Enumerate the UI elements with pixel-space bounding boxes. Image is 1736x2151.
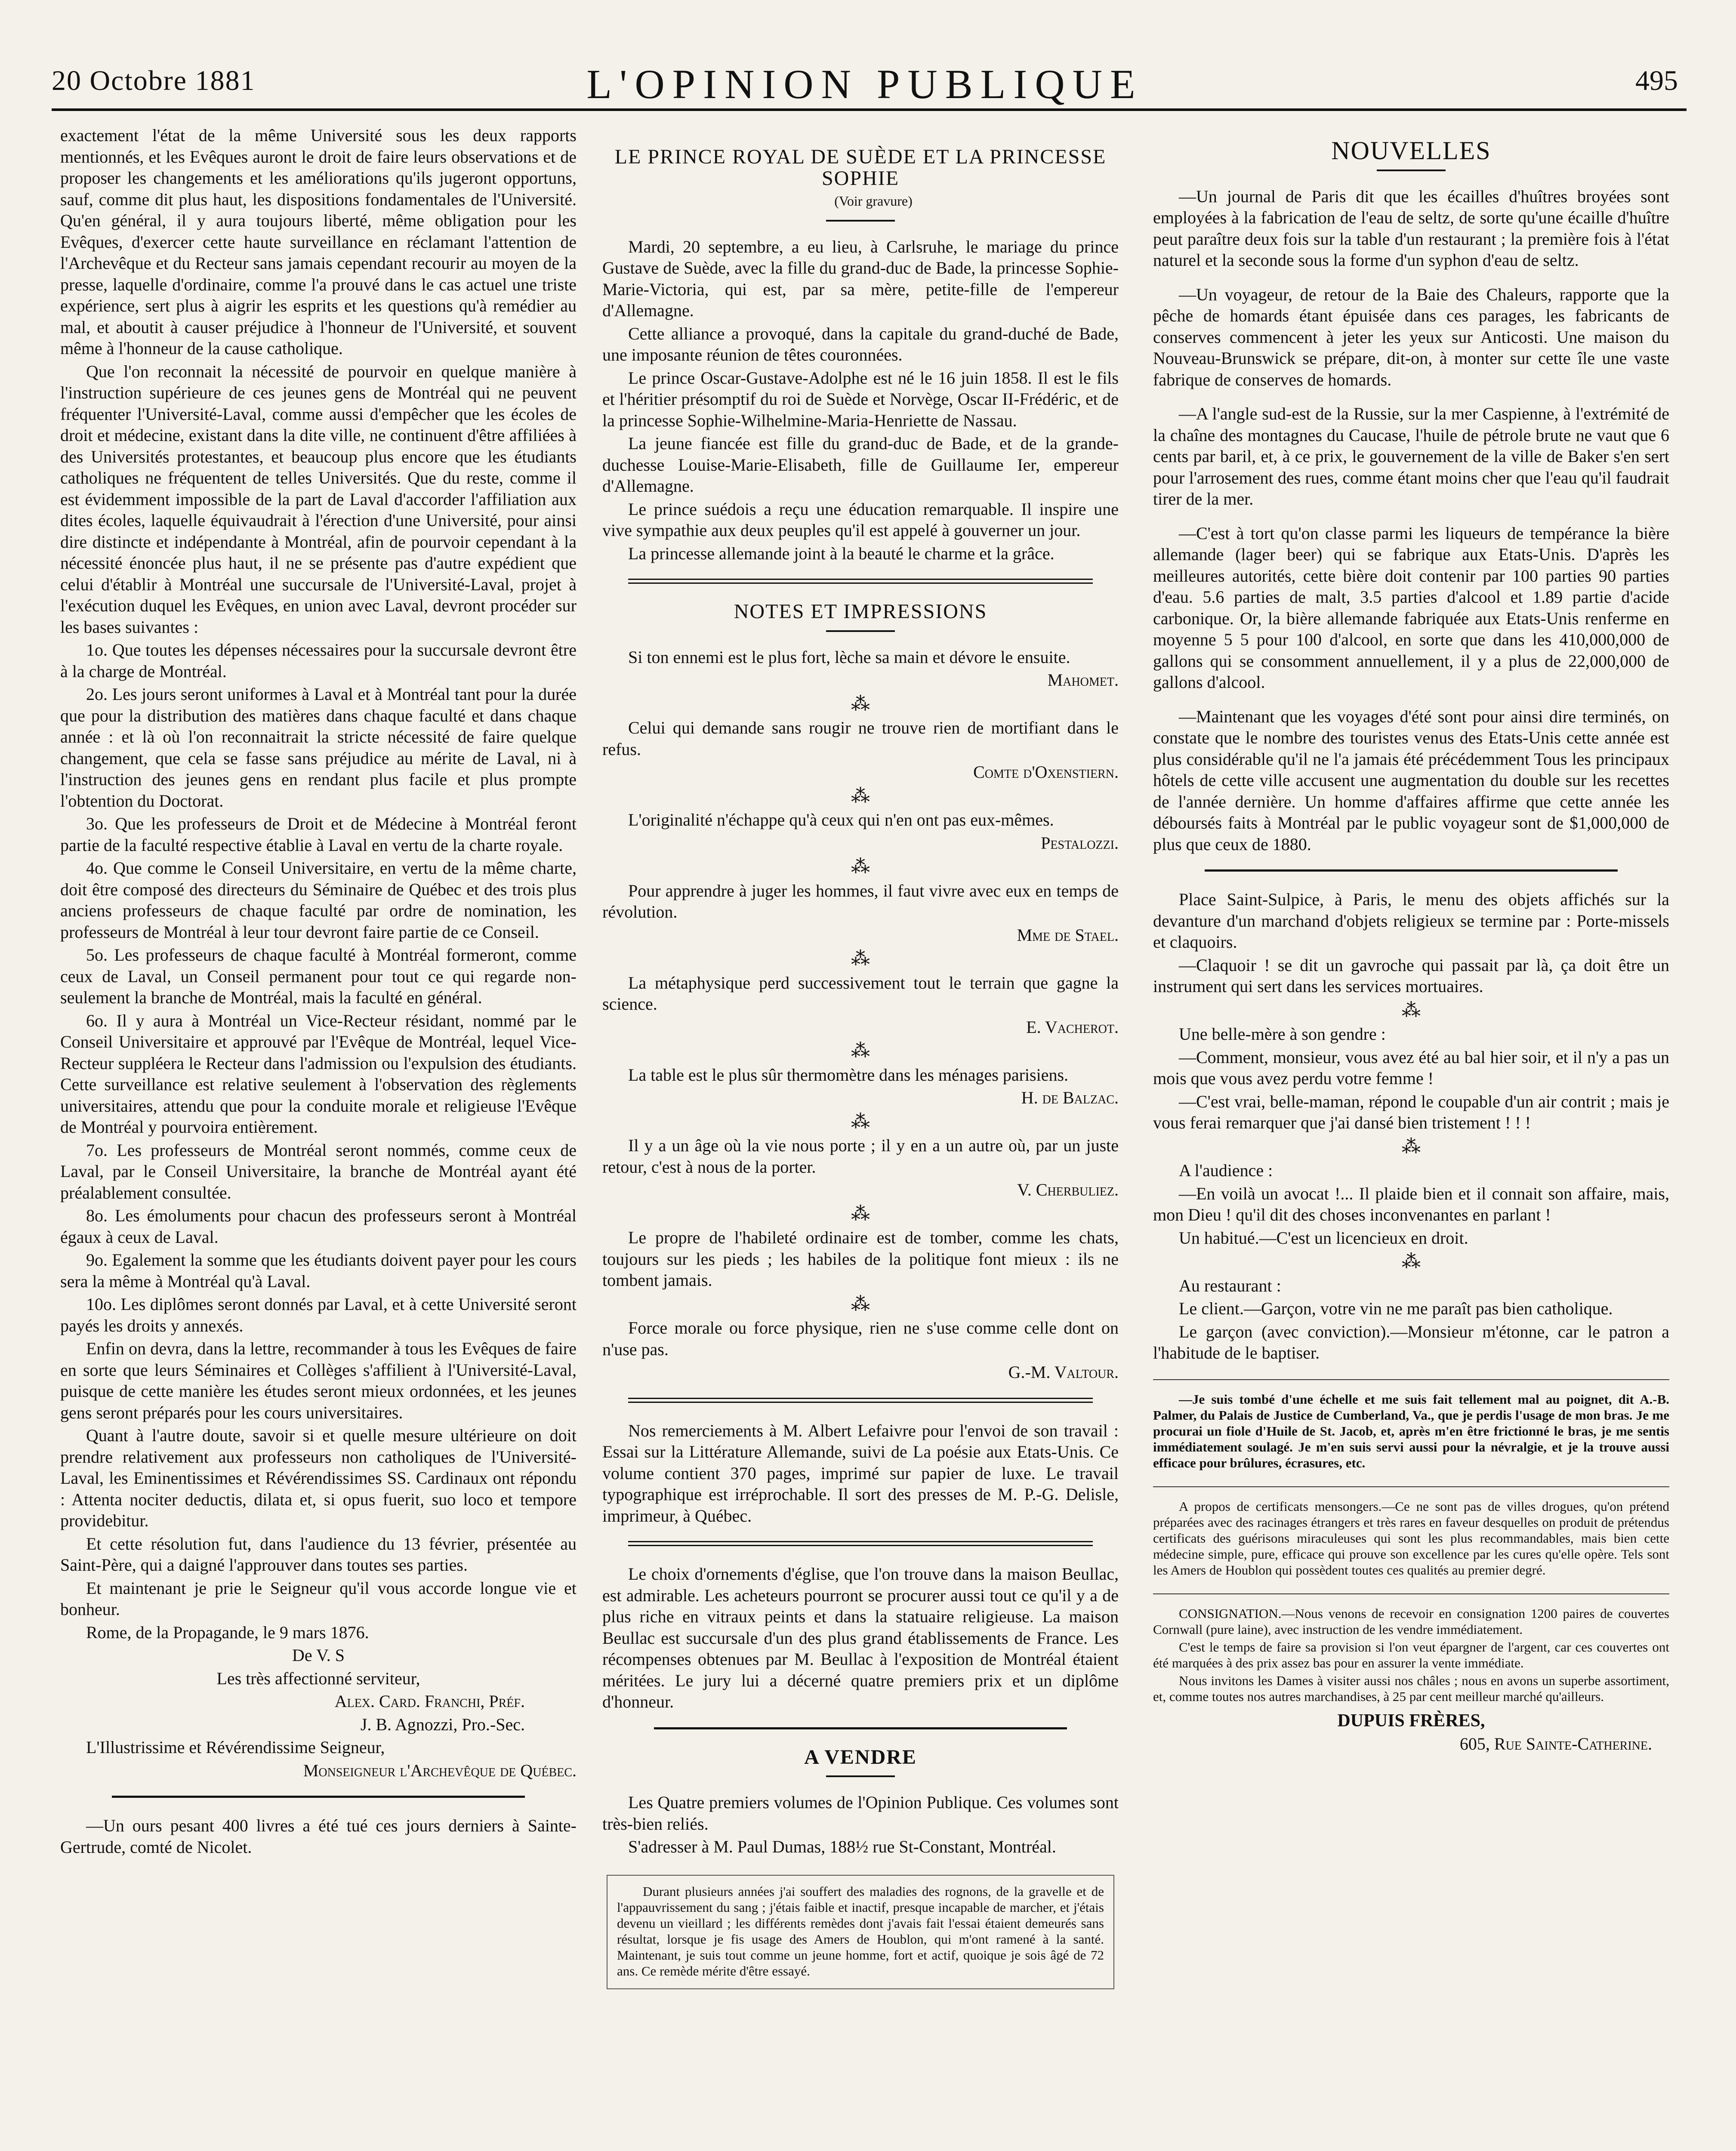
article-paragraph: 6o. Il y aura à Montréal un Vice-Recteur résidant, nommé par le Conseil Universitaire et approuvé par l'Evêque de Montréal, lequel Vice-Recteur suppléera le Recteur dans l'admission ou l'expulsion des étudiants. Cette surveillance est relative seulement à l'observation des règlements universitaires, attendu que pour la conduite morale et religieuse l'Evêque de Montréal y pourvoira entièrement. <box>60 1011 577 1137</box>
article-paragraph: exactement l'état de la même Université sous les deux rapports mentionnés, et les Evêques auront le droit de faire leurs observations et de proposer les changements et les améliorations qu'ils jugeront opportuns, sauf, comme dit plus haut, les dispositions fondamentales de l'Université. Qu'en général, il y aura toujours liberté, même obligation pour les Evêques, d'exercer cette haute surveillance en réclamant l'attention de l'Archevêque et du Recteur sans jamais cependant recourir au moyen de la presse, laquelle d'ordinaire, comme l'a prouvé dans le cas actuel une triste expérience, sert plus à aigrir les esprits et les questions qu'à remédier au mal, et aboutit à causer préjudice à l'honneur de l'Université, et souvent même à l'honneur de la cause catholique. <box>60 126 577 358</box>
article-paragraph: Que l'on reconnait la nécessité de pourvoir en quelque manière à l'instruction supérieure de ces jeunes gens de Montréal qui ne peuvent fréquenter l'Université-Laval, comme aussi d'empêcher que les écoles de droit et médecine, existant dans la dite ville, ne continuent d'être affiliées à des Universités protestantes, et beaucoup plus encore que les étudiants catholiques ne fréquentent de telles Universités. Que du reste, comme il est évidemment impossible de la part de Laval d'accorder l'affiliation aux dites écoles, laquelle équivaudrait à l'érection d'une Université, pour ainsi dire distincte et indépendante à Montréal, afin de pourvoir cependant à la nécessité énoncée plus haut, il ne se présente pas d'autre expédient que celui d'établir à Montréal une succursale de l'Université-Laval, projet à l'exécution duquel les Evêques, en union avec Laval, devront procéder sur les bases suivantes : <box>60 361 577 637</box>
quote: Pour apprendre à juger les hommes, il faut vivre avec eux en temps de révolution. <box>602 881 1119 921</box>
advertisement-text: Durant plusieurs années j'ai souffert des maladies des rognons, de la gravelle et de l'appauvrissement du sang ; j'étais faible et inactif, presque incapable de marcher, et j'étais devenu un vieillard ; les différents remèdes dont j'avais fait l'essai étaient demeurés sans résultat, lorsque je fis usage des Amers de Houblon, qui m'ont ramené à la santé. Maintenant, je suis tout comme un jeune homme, fort et actif, quoique je sois âgé de 72 ans. Ce remède mérite d'être essayé. <box>617 1883 1104 1978</box>
article-paragraph: 3o. Que les professeurs de Droit et de Médecine à Montréal feront partie de la faculté respective établie à Laval en vertu de la charte royale. <box>60 814 577 855</box>
newspaper-title: L'OPINION PUBLIQUE <box>586 61 1143 107</box>
signature-name: J. B. Agnozzi, Pro.-Sec. <box>360 1714 525 1734</box>
section-rule <box>112 1796 525 1798</box>
section-rule <box>654 1727 1067 1729</box>
column-2 <box>602 125 1119 2151</box>
quote-author: Pestalozzi. <box>1041 833 1119 853</box>
asterism-separator: ⁂ <box>851 1040 870 1061</box>
quote: Si ton ennemi est le plus fort, lèche sa main et dévore le ensuite. <box>628 647 1070 667</box>
article-paragraph: La princesse allemande joint à la beauté le charme et la grâce. <box>628 543 1055 563</box>
anecdote: Le garçon (avec conviction).—Monsieur m'étonne, car le patron a l'habitude de le baptiser. <box>1153 1322 1669 1362</box>
asterism-separator: ⁂ <box>1402 999 1421 1021</box>
quote-author: E. Vacherot. <box>1026 1017 1119 1037</box>
column-1 <box>60 125 577 2151</box>
anecdote: —Claquoir ! se dit un gavroche qui passait par là, ça doit être un instrument qui sert dans les services mortuaires. <box>1153 955 1669 996</box>
advertisement-rule <box>1153 1379 1669 1380</box>
article-paragraph: 9o. Egalement la somme que les étudiants doivent payer pour les cours sera la même à Montréal qu'à Laval. <box>60 1250 577 1291</box>
signature-line: De V. S <box>292 1646 345 1665</box>
column-3 <box>1153 125 1669 2151</box>
advertisement-box <box>607 1875 1114 1989</box>
anecdote: —En voilà un avocat !... Il plaide bien et il connait son affaire, mais, mon Dieu ! qu'il dit des choses inconvenantes en parlant ! <box>1153 1183 1669 1224</box>
article-paragraph: S'adresser à M. Paul Dumas, 188½ rue St-Constant, Montréal. <box>628 1837 1056 1856</box>
news-item: —Maintenant que les voyages d'été sont pour ainsi dire terminés, on constate que le nombre des touristes venus des Etats-Unis cette année est plus considérable qu'il ne l'a jamais été précédemment Tous les principaux hôtels de cette ville accusent une augmentation du double sur les recettes de l'année dernière. Un homme d'affaires affirme que cette année les déboursés faits à Montréal par le public voyageur sont de $1,000,000 de plus que ceux de 1880. <box>1153 706 1669 854</box>
article-paragraph: 5o. Les professeurs de chaque faculté à Montréal formeront, comme ceux de Laval, un Conseil permanent pour tout ce qui regarde non-seulement la branche de Montréal, mais la faculté en général. <box>60 945 577 1007</box>
quote: Il y a un âge où la vie nous porte ; il y en a un autre où, par un juste retour, c'est à nous de la porter. <box>602 1136 1119 1177</box>
advertiser-name: DUPUIS FRÈRES, <box>1337 1710 1485 1731</box>
advertisement-text: A propos de certificats mensongers.—Ce ne sont pas de villes drogues, qu'on prétend préparées avec des racinages étrangers et très rares en faveur desquelles on produit de prétendus certificats des guérisons miraculeuses qui sont les plus recommandables, mais bien cette médecine simple, pure, efficace qui prouve son excellence par les cures qu'elle opère. Tels sont les Amers de Houblon qui possèdent toutes ces qualités au premier degré. <box>1153 1498 1669 1578</box>
quote: Celui qui demande sans rougir ne trouve rien de mortifiant dans le refus. <box>602 718 1119 759</box>
quote-author: H. de Balzac. <box>1021 1088 1119 1107</box>
page-header <box>52 60 1678 108</box>
title-rule <box>1377 169 1446 171</box>
article-paragraph: Enfin on devra, dans la lettre, recommander à tous les Evêques de faire en sorte que leurs Séminaires et Collèges s'affilient à l'Université-Laval, puisque de cette manière les études seront mieux ordonnées, et les jeunes gens seront préparés pour les cours universitaires. <box>60 1339 577 1422</box>
signature-name: Alex. Card. Franchi, Préf. <box>334 1692 525 1711</box>
asterism-separator: ⁂ <box>851 1111 870 1132</box>
title-rule <box>826 220 895 222</box>
advertisement-rule <box>1153 1593 1669 1594</box>
quote-author: Comte d'Oxenstiern. <box>973 762 1119 782</box>
asterism-separator: ⁂ <box>851 948 870 969</box>
asterism-separator: ⁂ <box>851 856 870 877</box>
article-paragraph: 1o. Que toutes les dépenses nécessaires pour la succursale devront être à la charge de Montréal. <box>60 640 577 681</box>
news-item: —Un journal de Paris dit que les écailles d'huîtres broyées sont employées à la fabrication de l'eau de seltz, de sorte qu'une écaille d'huître peut paraître deux fois sur la table d'un restaurant ; la première fois à l'état naturel et la seconde sous la forme d'un syphon d'eau de seltz. <box>1153 186 1669 270</box>
quote: La métaphysique perd successivement tout le terrain que gagne la science. <box>602 973 1119 1014</box>
section-title: NOUVELLES <box>1331 136 1491 165</box>
issue-date: 20 Octobre 1881 <box>52 65 256 96</box>
header-rule <box>52 108 1687 111</box>
addressee-name: Monseigneur l'Archevêque de Québec. <box>303 1760 577 1780</box>
section-title: NOTES ET IMPRESSIONS <box>734 600 987 623</box>
article-subtitle: (Voir gravure) <box>834 193 913 209</box>
quote-author: Mme de Stael. <box>1017 925 1119 945</box>
asterism-separator: ⁂ <box>851 1203 870 1224</box>
article-paragraph: 10o. Les diplômes seront donnés par Laval, et à cette Université seront payés les droits y annexés. <box>60 1294 577 1335</box>
section-double-rule <box>628 579 1093 584</box>
advertisement-text: —Je suis tombé d'une échelle et me suis fait tellement mal au poignet, dit A.-B. Palmer, du Palais de Justice de Cumberland, Va., que je perdis l'usage de mon bras. Je me procurai un fiole d'Huile de St. Jacob, et, après m'en être frictionné le bras, je me sentis immédiatement soulagé. Je m'en suis servi aussi pour la névralgie, et je la trouve aussi efficace pour brûlures, écrasures, etc. <box>1153 1391 1669 1470</box>
article-paragraph: Nos remerciements à M. Albert Lefaivre pour l'envoi de son travail : Essai sur la Littérature Allemande, suivi de La poésie aux Etats-Unis. Ce volume contient 370 pages, imprimé sur papier de luxe. Le travail typographique est irréprochable. Il sort des presses de M. P.-G. Delisle, imprimeur, à Québec. <box>602 1421 1119 1525</box>
article-paragraph: Le choix d'ornements d'église, que l'on trouve dans la maison Beullac, est admirable. Les acheteurs pourront se procurer aussi tout ce qu'il y a de plus riche en vitraux peints et dans la statuaire religieuse. La maison Beullac est succursale d'un des plus grand établissements de France. Les récompenses obtenues par M. Beullac à l'exposition de Montréal étaient méritées. Le jury lui a décerné quatre premiers prix et un diplôme d'honneur. <box>602 1564 1119 1711</box>
article-paragraph: Quant à l'autre doute, savoir si et quelle mesure ultérieure on doit prendre relativement aux professeurs non catholiques de l'Université-Laval, les Eminentissimes et Révérendissimes SS. Cardinaux ont répondu : Attenta nociter deductis, dilata et, si opus fuerit, suo loco et tempore providebitur. <box>60 1426 577 1530</box>
article-paragraph: Le prince suédois a reçu une éducation remarquable. Il inspire une vive sympathie aux deux peuples qu'il est appelé à gouverner un jour. <box>602 499 1119 540</box>
article-paragraph: Les Quatre premiers volumes de l'Opinion Publique. Ces volumes sont très-bien reliés. <box>602 1793 1119 1834</box>
section-rule <box>1205 869 1618 872</box>
section-double-rule <box>628 1541 1093 1546</box>
anecdote: —Comment, monsieur, vous avez été au bal hier soir, et il n'y a pas un mois que vous avez perdu votre femme ! <box>1153 1047 1669 1088</box>
anecdote: Un habitué.—C'est un licencieux en droit. <box>1179 1228 1468 1248</box>
advertisement-rule <box>1153 1486 1669 1487</box>
section-double-rule <box>628 1398 1093 1403</box>
asterism-separator: ⁂ <box>1402 1136 1421 1157</box>
asterism-separator: ⁂ <box>851 1293 870 1315</box>
asterism-separator: ⁂ <box>1402 1251 1421 1272</box>
article-paragraph: Mardi, 20 septembre, a eu lieu, à Carlsruhe, le mariage du prince Gustave de Suède, avec la fille du grand-duc de Bade, la princesse Sophie-Marie-Victoria, qui est, par sa mère, petite-fille de l'empereur d'Allemagne. <box>602 237 1119 320</box>
advertisement-text: CONSIGNATION.—Nous venons de recevoir en consignation 1200 paires de couvertes Cornwall (pure laine), avec instruction de les vendre immédiatement. <box>1153 1606 1669 1637</box>
letter-dateline: Rome, de la Propagande, le 9 mars 1876. <box>86 1622 369 1642</box>
anecdote: Une belle-mère à son gendre : <box>1179 1024 1386 1044</box>
news-item: —Un ours pesant 400 livres a été tué ces jours derniers à Sainte-Gertrude, comté de Nicolet. <box>60 1816 577 1857</box>
article-title: LE PRINCE ROYAL DE SUÈDE ET LA PRINCESSE SOPHIE <box>614 145 1107 190</box>
article-paragraph: Et maintenant je prie le Seigneur qu'il vous accorde longue vie et bonheur. <box>60 1578 577 1619</box>
anecdote: Au restaurant : <box>1179 1276 1281 1295</box>
quote-author: G.-M. Valtour. <box>1008 1362 1119 1382</box>
quote: Le propre de l'habileté ordinaire est de tomber, comme les chats, toujours sur les pieds ; les habiles de la politique font mieux : ils ne tombent jamais. <box>602 1228 1119 1290</box>
advertiser-address: 605, Rue Sainte-Catherine. <box>1459 1734 1652 1753</box>
article-paragraph: 2o. Les jours seront uniformes à Laval et à Montréal tant pour la durée que pour la distribution des matières dans chaque faculté et dans chaque année : et là où l'on reconnaitrait la stricte nécessité de faire quelque changement, que cela se fasse sans préjudice au mérite de Laval, ni à l'instruction des jeunes gens en rendant plus facile et plus prompte l'obtention du Doctorat. <box>60 684 577 810</box>
article-paragraph: Le prince Oscar-Gustave-Adolphe est né le 16 juin 1858. Il est le fils et l'héritier présomptif du roi de Suède et Norvège, Oscar II-Frédéric, et de la princesse Sophie-Wilhelmine-Maria-Henriette de Nassau. <box>602 368 1119 430</box>
news-item: —Un voyageur, de retour de la Baie des Chaleurs, rapporte que la pêche de homards étant épuisée dans ces parages, les fabricants de conserves commencent à jeter les yeux sur Anticosti. Une maison du Nouveau-Brunswick se prépare, dit-on, à monter sur cette île une vaste fabrique de conserves de homards. <box>1153 284 1669 389</box>
advertisement-text: Nous invitons les Dames à visiter aussi nos châles ; nous en avons un superbe assortiment, et, comme toutes nos autres marchandises, à 25 par cent meilleur marché qu'ailleurs. <box>1153 1673 1669 1704</box>
asterism-separator: ⁂ <box>851 785 870 807</box>
title-rule <box>826 1775 895 1777</box>
article-paragraph: La jeune fiancée est fille du grand-duc de Bade, et de la grande-duchesse Louise-Marie-Elisabeth, fille de Guillaume Ier, empereur d'Allemagne. <box>602 434 1119 496</box>
addressee-line: L'Illustrissime et Révérendissime Seigneur, <box>86 1738 385 1757</box>
quote: Force morale ou force physique, rien ne s'use comme celle dont on n'use pas. <box>602 1318 1119 1359</box>
section-title: A VENDRE <box>804 1745 917 1769</box>
anecdote: A l'audience : <box>1179 1161 1273 1180</box>
news-item: —A l'angle sud-est de la Russie, sur la mer Caspienne, à l'extrémité de la chaîne des montagnes du Caucase, l'huile de pétrole brute ne vaut que 6 cents par baril, et, à ce prix, le gouvernement de la ville de Baker s'en sert pour l'arrosement des rues, comme étant moins cher que l'eau qu'il faudrait tirer de la mer. <box>1153 404 1669 508</box>
quote: La table est le plus sûr thermomètre dans les ménages parisiens. <box>628 1065 1069 1085</box>
asterism-separator: ⁂ <box>851 693 870 715</box>
quote-author: Mahomet. <box>1047 670 1119 690</box>
anecdote: —C'est vrai, belle-maman, répond le coupable d'un air contrit ; mais je vous ferai remarquer que j'ai dansé bien tristement ! ! ! <box>1153 1091 1669 1132</box>
quote-author: V. Cherbuliez. <box>1017 1180 1119 1199</box>
article-paragraph: 4o. Que comme le Conseil Universitaire, en vertu de la même charte, doit être composé des directeurs du Séminaire de Québec et des trois plus anciens professeurs de chaque faculté par ordre de nomination, les professeurs de Montréal à leur tour devront faire partie de ce Conseil. <box>60 858 577 942</box>
anecdote: Place Saint-Sulpice, à Paris, le menu des objets affichés sur la devanture d'un marchand d'objets religieux se termine par : Porte-missels et claquoirs. <box>1153 890 1669 952</box>
title-rule <box>826 630 895 632</box>
advertisement-text: C'est le temps de faire sa provision si l'on veut épargner de l'argent, car ces couvertes ont été marquées à des prix assez bas pour en assurer la vente immédiate. <box>1153 1639 1669 1670</box>
article-paragraph: 8o. Les émoluments pour chacun des professeurs seront à Montréal égaux à ceux de Laval. <box>60 1206 577 1247</box>
signature-line: Les très affectionné serviteur, <box>216 1668 420 1688</box>
anecdote: Le client.—Garçon, votre vin ne me paraît pas bien catholique. <box>1179 1299 1613 1318</box>
news-item: —C'est à tort qu'on classe parmi les liqueurs de tempérance la bière allemande (lager beer) qui se fabrique aux Etats-Unis. D'après les meilleures autorités, cette bière doit contenir par 100 parties 90 parties d'eau. 5.6 parties de malt, 3.5 parties d'alcool et 1.89 partie d'acide carbonique. Or, la bière allemande fabriquée aux Etats-Unis renferme en moyenne 5 5 pour 100 d'alcool, en sorte que dans les 410,000,000 de gallons qui se consomment annuellement, il y a plus de 22,000,000 de gallons d'alcool. <box>1153 523 1669 692</box>
page-number: 495 <box>1635 65 1678 96</box>
article-paragraph: Et cette résolution fut, dans l'audience du 13 février, présentée au Saint-Père, qui a daigné l'approuver dans toutes ses parties. <box>60 1534 577 1575</box>
article-paragraph: Cette alliance a provoqué, dans la capitale du grand-duché de Bade, une imposante réunion de têtes couronnées. <box>602 324 1119 364</box>
article-paragraph: 7o. Les professeurs de Montréal seront nommés, comme ceux de Laval, par le Conseil Universitaire, la branche de Montréal ayant été préalablement consultée. <box>60 1140 577 1202</box>
quote: L'originalité n'échappe qu'à ceux qui n'en ont pas eux-mêmes. <box>628 810 1054 829</box>
